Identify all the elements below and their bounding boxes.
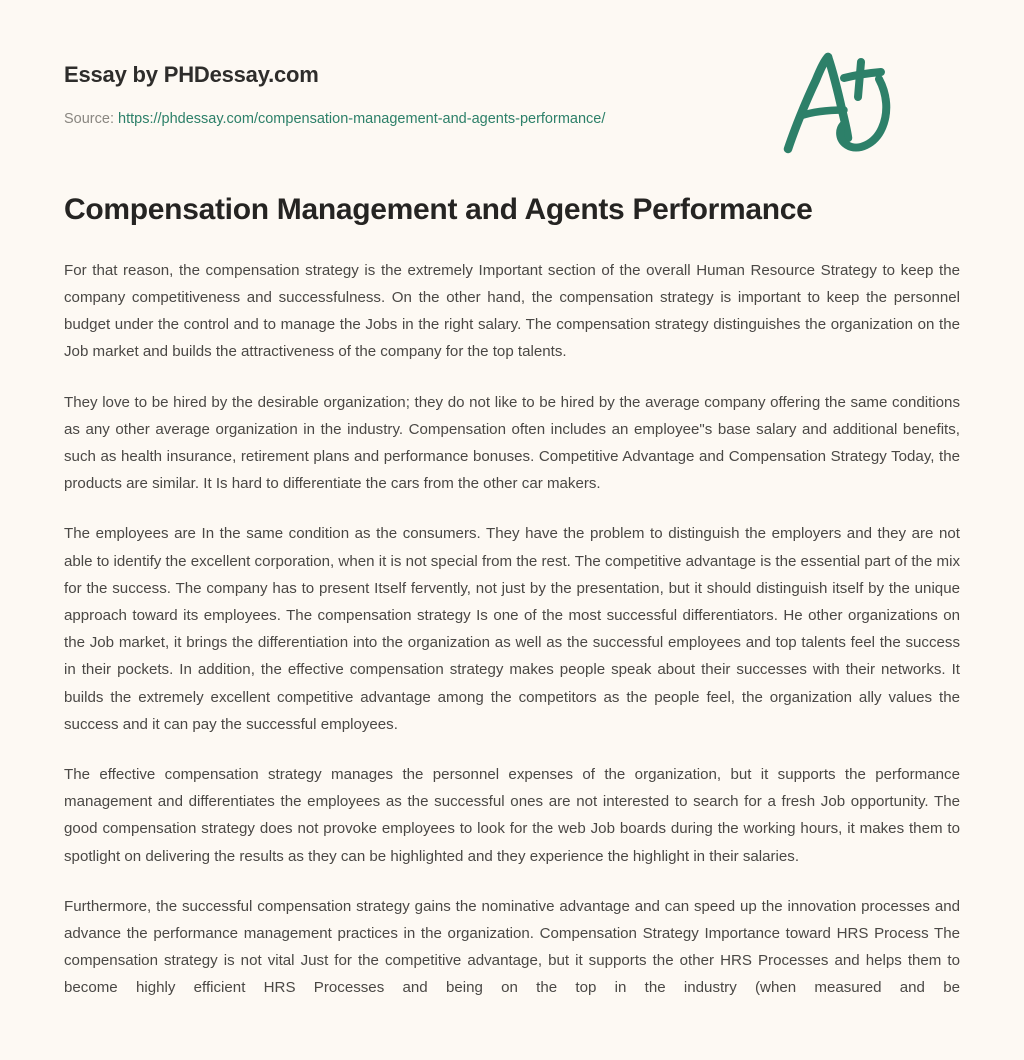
document-header	[64, 0, 960, 129]
paragraph: For that reason, the compensation strategy is the extremely Important section of the overall Human Resource Strategy to keep the company competitiveness and successfulness. On the other hand, the compensation strategy is important to keep the personnel budget under the control and to manage the Jobs in the right salary. The compensation strategy distinguishes the organization on the Job market and builds the attractiveness of the company for the top talents.	[64, 261, 960, 361]
paragraph: The employees are In the same condition as the consumers. They have the problem to distinguish the employers and they are not able to identify the excellent corporation, when it is not special from the rest. The competitive advantage is the essential part of the mix for the success. The company has to present Itself fervently, not just by the presentation, but it should distinguish itself by the unique approach toward its employees. The compensation strategy Is one of the most successful differentiators. He other organizations on the Job market, it brings the differentiation into the organization as well as the successful employees and top talents feel the success in their pockets. In addition, the effective compensation strategy makes people speak about their successes with their networks. It builds the extremely excellent competitive advantage among the competitors as the people feel, the organization ally values the success and it can pay the successful employees.	[64, 525, 960, 733]
source-label: Source:	[64, 111, 114, 128]
brand-title: Essay by PHDessay.com	[64, 62, 319, 87]
article-body	[64, 229, 960, 1029]
source-url-link[interactable]: https://phdessay.com/compensation-management-and-agents-performance/	[118, 111, 606, 128]
paragraph: The effective compensation strategy manages the personnel expenses of the organization, but it supports the performance management and differentiates the employees as the successful ones are not interested to search for a fresh Job opportunity. The good compensation strategy does not provoke employees to look for the web Job boards during the working hours, it makes them to spotlight on delivering the results as they can be highlighted and they experience the highlight in their salaries.	[64, 765, 960, 865]
paragraph: They love to be hired by the desirable organization; they do not like to be hired by the average company offering the same conditions as any other average organization in the industry. Compensation often includes an employee"s base salary and additional benefits, such as health insurance, retirement plans and performance bonuses. Competitive Advantage and Compensation Strategy Today, the products are similar. It Is hard to differentiate the cars from the other car makers.	[64, 393, 960, 493]
page-title: Compensation Management and Agents Performance	[64, 193, 813, 227]
paragraph: Furthermore, the successful compensation strategy gains the nominative advantage and can speed up the innovation processes and advance the performance management practices in the organization. Compensation Strategy Importance toward HRS Process The compensation strategy is not vital Just for the competitive advantage, but it supports the other HRS Processes and helps them to become highly efficient HRS Processes and being on the top in the industry (when measured and be	[64, 897, 960, 997]
source-line	[64, 110, 960, 129]
